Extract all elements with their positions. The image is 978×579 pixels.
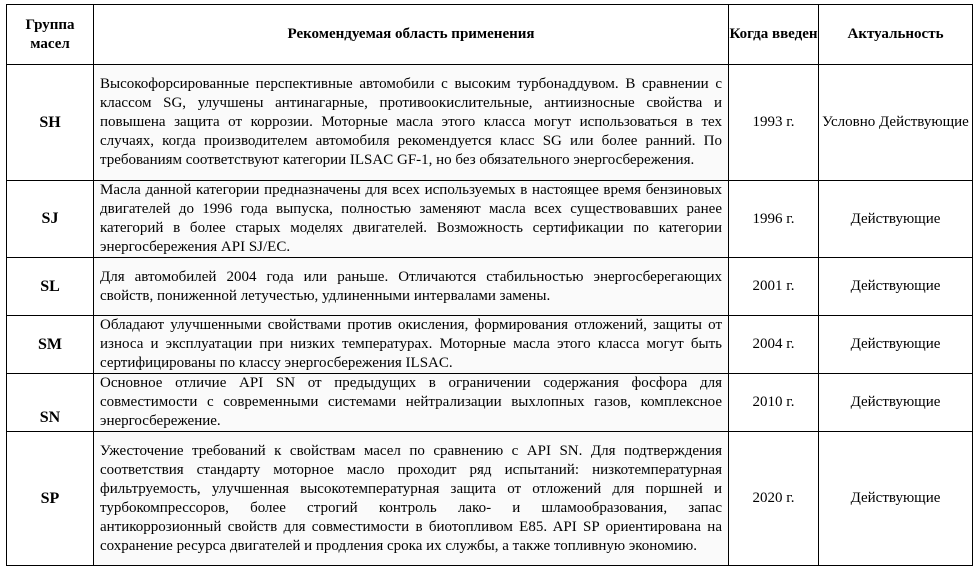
table-row	[7, 316, 973, 374]
status-cell: Действующие	[819, 258, 973, 316]
table-header-row	[7, 5, 973, 65]
description-cell: Высокофорсированные перспективные автомобили с высоким турбонаддувом. В сравнении с классом SG, улучшены антинагарные, противоокислительные, антиизносные свойства и повышена защита от коррозии. Моторные масла этого класса могут использоваться в тех случаях, когда производителем автомобиля рекомендуется класс SG или более ранний. По требованиям соответствуют категории ILSAC GF-1, но без обязательного энергосбережения.	[94, 65, 729, 181]
status-cell: Действующие	[819, 432, 973, 566]
year-cell: 2020 г.	[729, 432, 819, 566]
oil-group-cell: SH	[7, 65, 94, 181]
status-cell: Действующие	[819, 374, 973, 432]
header-relevance: Актуальность	[819, 5, 973, 65]
oil-group-cell: SM	[7, 316, 94, 374]
description-cell: Основное отличие API SN от предыдущих в ограничении содержания фосфора для совместимости с современными системами нейтрализации выхлопных газов, комплексное энергосбережение.	[94, 374, 729, 432]
status-cell: Действующие	[819, 316, 973, 374]
description-cell: Масла данной категории предназначены для всех используемых в настоящее время бензиновых двигателей до 1996 года выпуска, полностью заменяют масла всех существовавших ранее категорий в более старых моделях двигателей. Возможность сертификации по категории энергосбережения API SJ/EC.	[94, 181, 729, 258]
oil-group-cell: SP	[7, 432, 94, 566]
year-cell: 2001 г.	[729, 258, 819, 316]
status-cell: Условно Действующие	[819, 65, 973, 181]
oil-group-cell: SN	[7, 374, 94, 432]
table-row	[7, 181, 973, 258]
status-cell: Действующие	[819, 181, 973, 258]
oil-classification-document	[6, 4, 972, 566]
table-row	[7, 65, 973, 181]
table-row	[7, 374, 973, 432]
description-cell: Для автомобилей 2004 года или раньше. Отличаются стабильностью энергосберегающих свойств, пониженной летучестью, удлиненными интервалами замены.	[94, 258, 729, 316]
year-cell: 1996 г.	[729, 181, 819, 258]
api-oil-classes-table	[6, 4, 973, 566]
header-area: Рекомендуемая область применения	[94, 5, 729, 65]
header-introduced: Когда введен	[729, 5, 819, 65]
oil-group-cell: SJ	[7, 181, 94, 258]
description-cell: Ужесточение требований к свойствам масел по сравнению с API SN. Для подтверждения соответствия стандарту моторное масло проходит ряд испытаний: низкотемпературная фильтруемость, улучшенная высокотемпературная защита от отложений для поршней и турбокомпрессоров, более строгий контроль лако- и шламообразования, запас антикоррозионный свойств для совместимости в биотопливом E85. API SP ориентирована на сохранение ресурса двигателей и продления срока их службы, а также топливную экономию.	[94, 432, 729, 566]
year-cell: 2010 г.	[729, 374, 819, 432]
description-cell: Обладают улучшенными свойствами против окисления, формирования отложений, защиты от износа и эксплуатации при низких температурах. Моторные масла этого класса могут быть сертифицированы по классу энергосбережения ILSAC.	[94, 316, 729, 374]
table-row	[7, 432, 973, 566]
oil-group-cell: SL	[7, 258, 94, 316]
year-cell: 1993 г.	[729, 65, 819, 181]
table-row	[7, 258, 973, 316]
year-cell: 2004 г.	[729, 316, 819, 374]
header-group: Группа масел	[7, 5, 94, 65]
